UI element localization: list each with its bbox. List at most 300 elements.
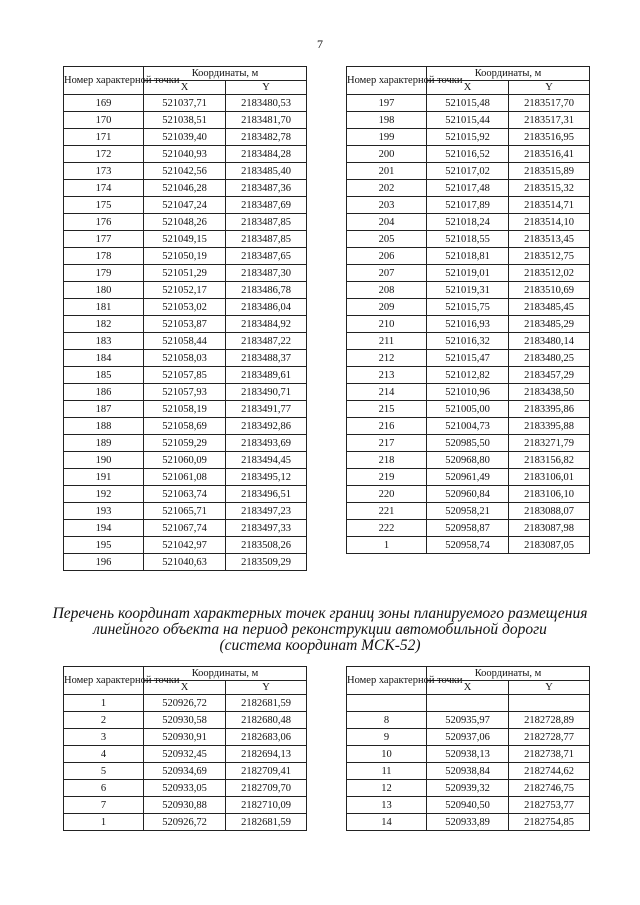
x-coordinate-cell: 521058,19 xyxy=(144,401,226,418)
point-number-cell: 204 xyxy=(347,214,427,231)
point-number-cell: 176 xyxy=(64,214,144,231)
y-coordinate-cell: 2183508,26 xyxy=(226,537,307,554)
y-coordinate-cell: 2183491,77 xyxy=(226,401,307,418)
caption-line-2: линейного объекта на период реконструкции автомобильной дороги xyxy=(93,621,547,638)
y-coordinate-cell: 2183487,36 xyxy=(226,180,307,197)
table-row xyxy=(347,486,590,503)
y-coordinate-cell: 2183487,22 xyxy=(226,333,307,350)
x-coordinate-cell: 521042,97 xyxy=(144,537,226,554)
header-y: Y xyxy=(509,681,590,695)
y-coordinate-cell: 2182694,13 xyxy=(226,746,307,763)
point-number-cell: 213 xyxy=(347,367,427,384)
point-number-cell: 175 xyxy=(64,197,144,214)
y-coordinate-cell: 2183510,69 xyxy=(509,282,590,299)
table-row xyxy=(347,780,590,797)
table-row xyxy=(64,299,307,316)
y-coordinate-cell: 2182709,70 xyxy=(226,780,307,797)
y-coordinate-cell: 2183497,33 xyxy=(226,520,307,537)
y-coordinate-cell: 2183457,29 xyxy=(509,367,590,384)
header-coordinates: Координаты, м xyxy=(427,667,590,681)
point-number-cell: 170 xyxy=(64,112,144,129)
table-row xyxy=(347,146,590,163)
table-row xyxy=(347,316,590,333)
coordinates-table-4 xyxy=(346,666,590,831)
header-point-number: Номер характерной точки xyxy=(64,67,144,95)
y-coordinate-cell: 2183514,71 xyxy=(509,197,590,214)
y-coordinate-cell: 2183516,41 xyxy=(509,146,590,163)
y-coordinate-cell: 2183513,45 xyxy=(509,231,590,248)
x-coordinate-cell: 521015,44 xyxy=(427,112,509,129)
header-x: X xyxy=(144,81,226,95)
table-row xyxy=(347,299,590,316)
table-row xyxy=(64,780,307,797)
point-number-cell: 1 xyxy=(64,695,144,712)
x-coordinate-cell: 520933,05 xyxy=(144,780,226,797)
table-row xyxy=(347,435,590,452)
x-coordinate-cell: 521017,89 xyxy=(427,197,509,214)
x-coordinate-cell: 521016,52 xyxy=(427,146,509,163)
x-coordinate-cell: 520940,50 xyxy=(427,797,509,814)
table-row xyxy=(64,418,307,435)
x-coordinate-cell: 521015,75 xyxy=(427,299,509,316)
x-coordinate-cell: 520938,13 xyxy=(427,746,509,763)
y-coordinate-cell: 2183489,61 xyxy=(226,367,307,384)
point-number-cell: 8 xyxy=(347,712,427,729)
y-coordinate-cell: 2183484,92 xyxy=(226,316,307,333)
coordinates-table-1 xyxy=(63,66,307,571)
table-row xyxy=(347,401,590,418)
point-number-cell: 221 xyxy=(347,503,427,520)
x-coordinate-cell: 520930,88 xyxy=(144,797,226,814)
x-coordinate-cell: 521018,55 xyxy=(427,231,509,248)
point-number-cell: 9 xyxy=(347,729,427,746)
table-row xyxy=(347,248,590,265)
point-number-cell: 178 xyxy=(64,248,144,265)
y-coordinate-cell: 2182683,06 xyxy=(226,729,307,746)
point-number-cell: 192 xyxy=(64,486,144,503)
point-number-cell: 194 xyxy=(64,520,144,537)
table-row xyxy=(347,265,590,282)
y-coordinate-cell: 2183517,31 xyxy=(509,112,590,129)
table-row xyxy=(347,537,590,554)
x-coordinate-cell: 520930,58 xyxy=(144,712,226,729)
y-coordinate-cell: 2183494,45 xyxy=(226,452,307,469)
point-number-cell xyxy=(347,695,427,712)
point-number-cell: 200 xyxy=(347,146,427,163)
x-coordinate-cell: 520958,87 xyxy=(427,520,509,537)
point-number-cell: 7 xyxy=(64,797,144,814)
table-row xyxy=(64,763,307,780)
x-coordinate-cell: 520933,89 xyxy=(427,814,509,831)
point-number-cell: 171 xyxy=(64,129,144,146)
section-caption xyxy=(40,606,600,654)
x-coordinate-cell: 521018,24 xyxy=(427,214,509,231)
x-coordinate-cell xyxy=(427,695,509,712)
point-number-cell: 3 xyxy=(64,729,144,746)
x-coordinate-cell: 520932,45 xyxy=(144,746,226,763)
header-point-number: Номер характерной точки xyxy=(64,667,144,695)
y-coordinate-cell: 2182754,85 xyxy=(509,814,590,831)
y-coordinate-cell: 2183487,69 xyxy=(226,197,307,214)
table-row xyxy=(347,333,590,350)
caption-line-1: Перечень координат характерных точек границ зоны планируемого размещения xyxy=(52,605,588,622)
point-number-cell: 179 xyxy=(64,265,144,282)
y-coordinate-cell: 2183486,04 xyxy=(226,299,307,316)
x-coordinate-cell: 521040,93 xyxy=(144,146,226,163)
table-row xyxy=(64,282,307,299)
point-number-cell: 10 xyxy=(347,746,427,763)
table-row xyxy=(347,95,590,112)
y-coordinate-cell: 2183087,98 xyxy=(509,520,590,537)
table-row xyxy=(64,95,307,112)
x-coordinate-cell: 520958,21 xyxy=(427,503,509,520)
x-coordinate-cell: 521016,93 xyxy=(427,316,509,333)
point-number-cell: 4 xyxy=(64,746,144,763)
table-row xyxy=(347,367,590,384)
table-row xyxy=(347,231,590,248)
table-row xyxy=(64,520,307,537)
x-coordinate-cell: 521046,28 xyxy=(144,180,226,197)
point-number-cell: 201 xyxy=(347,163,427,180)
x-coordinate-cell: 521004,73 xyxy=(427,418,509,435)
table-row xyxy=(64,248,307,265)
point-number-cell: 182 xyxy=(64,316,144,333)
y-coordinate-cell: 2183515,32 xyxy=(509,180,590,197)
y-coordinate-cell: 2183492,86 xyxy=(226,418,307,435)
table-row xyxy=(64,537,307,554)
point-number-cell: 185 xyxy=(64,367,144,384)
y-coordinate-cell: 2183395,88 xyxy=(509,418,590,435)
y-coordinate-cell: 2183106,10 xyxy=(509,486,590,503)
table-row xyxy=(347,520,590,537)
point-number-cell: 212 xyxy=(347,350,427,367)
point-number-cell: 216 xyxy=(347,418,427,435)
x-coordinate-cell: 521019,01 xyxy=(427,265,509,282)
x-coordinate-cell: 521049,15 xyxy=(144,231,226,248)
y-coordinate-cell: 2183485,45 xyxy=(509,299,590,316)
point-number-cell: 1 xyxy=(64,814,144,831)
y-coordinate-cell: 2183484,28 xyxy=(226,146,307,163)
y-coordinate-cell: 2183493,69 xyxy=(226,435,307,452)
header-y: Y xyxy=(509,81,590,95)
y-coordinate-cell: 2183509,29 xyxy=(226,554,307,571)
table-row xyxy=(64,712,307,729)
y-coordinate-cell: 2183485,40 xyxy=(226,163,307,180)
x-coordinate-cell: 520926,72 xyxy=(144,695,226,712)
y-coordinate-cell: 2182710,09 xyxy=(226,797,307,814)
x-coordinate-cell: 521015,48 xyxy=(427,95,509,112)
y-coordinate-cell: 2182744,62 xyxy=(509,763,590,780)
point-number-cell: 174 xyxy=(64,180,144,197)
point-number-cell: 191 xyxy=(64,469,144,486)
x-coordinate-cell: 521065,71 xyxy=(144,503,226,520)
table-row xyxy=(347,282,590,299)
x-coordinate-cell: 520958,74 xyxy=(427,537,509,554)
table-row xyxy=(64,163,307,180)
y-coordinate-cell: 2183515,89 xyxy=(509,163,590,180)
point-number-cell: 210 xyxy=(347,316,427,333)
point-number-cell: 219 xyxy=(347,469,427,486)
point-number-cell: 186 xyxy=(64,384,144,401)
table-row xyxy=(347,197,590,214)
point-number-cell: 6 xyxy=(64,780,144,797)
y-coordinate-cell: 2183481,70 xyxy=(226,112,307,129)
point-number-cell: 181 xyxy=(64,299,144,316)
table-row xyxy=(347,503,590,520)
x-coordinate-cell: 521053,02 xyxy=(144,299,226,316)
y-coordinate-cell: 2182728,77 xyxy=(509,729,590,746)
y-coordinate-cell: 2183395,86 xyxy=(509,401,590,418)
point-number-cell: 218 xyxy=(347,452,427,469)
point-number-cell: 198 xyxy=(347,112,427,129)
table-row xyxy=(347,712,590,729)
x-coordinate-cell: 521048,26 xyxy=(144,214,226,231)
y-coordinate-cell: 2183088,07 xyxy=(509,503,590,520)
point-number-cell: 222 xyxy=(347,520,427,537)
table-row xyxy=(64,503,307,520)
table-row xyxy=(64,367,307,384)
point-number-cell: 202 xyxy=(347,180,427,197)
point-number-cell: 169 xyxy=(64,95,144,112)
table-row xyxy=(64,729,307,746)
y-coordinate-cell: 2183487,30 xyxy=(226,265,307,282)
table-row xyxy=(347,695,590,712)
table-row xyxy=(64,695,307,712)
table-row xyxy=(347,452,590,469)
header-point-number: Номер характерной точки xyxy=(347,667,427,695)
y-coordinate-cell: 2183490,71 xyxy=(226,384,307,401)
table-row xyxy=(64,746,307,763)
header-x: X xyxy=(427,681,509,695)
x-coordinate-cell: 521057,93 xyxy=(144,384,226,401)
x-coordinate-cell: 521015,92 xyxy=(427,129,509,146)
y-coordinate-cell: 2183482,78 xyxy=(226,129,307,146)
y-coordinate-cell: 2182738,71 xyxy=(509,746,590,763)
table-row xyxy=(347,384,590,401)
x-coordinate-cell: 520968,80 xyxy=(427,452,509,469)
table-row xyxy=(347,729,590,746)
table-row xyxy=(64,316,307,333)
x-coordinate-cell: 521058,03 xyxy=(144,350,226,367)
x-coordinate-cell: 521018,81 xyxy=(427,248,509,265)
table-row xyxy=(347,814,590,831)
table-row xyxy=(347,163,590,180)
y-coordinate-cell: 2182753,77 xyxy=(509,797,590,814)
y-coordinate-cell: 2183486,78 xyxy=(226,282,307,299)
coordinates-table-2 xyxy=(346,66,590,554)
table-row xyxy=(347,180,590,197)
table-row xyxy=(64,469,307,486)
header-coordinates: Координаты, м xyxy=(144,67,307,81)
y-coordinate-cell: 2183485,29 xyxy=(509,316,590,333)
table-row xyxy=(64,112,307,129)
y-coordinate-cell: 2182681,59 xyxy=(226,695,307,712)
point-number-cell: 207 xyxy=(347,265,427,282)
y-coordinate-cell: 2183512,02 xyxy=(509,265,590,282)
x-coordinate-cell: 521012,82 xyxy=(427,367,509,384)
y-coordinate-cell: 2183495,12 xyxy=(226,469,307,486)
table-row xyxy=(64,231,307,248)
x-coordinate-cell: 521061,08 xyxy=(144,469,226,486)
x-coordinate-cell: 520939,32 xyxy=(427,780,509,797)
table-row xyxy=(64,554,307,571)
x-coordinate-cell: 520937,06 xyxy=(427,729,509,746)
x-coordinate-cell: 521015,47 xyxy=(427,350,509,367)
point-number-cell: 2 xyxy=(64,712,144,729)
table-row xyxy=(347,763,590,780)
y-coordinate-cell: 2182728,89 xyxy=(509,712,590,729)
table-row xyxy=(64,265,307,282)
point-number-cell: 173 xyxy=(64,163,144,180)
x-coordinate-cell: 521019,31 xyxy=(427,282,509,299)
x-coordinate-cell: 521051,29 xyxy=(144,265,226,282)
table-row xyxy=(64,452,307,469)
y-coordinate-cell: 2182681,59 xyxy=(226,814,307,831)
x-coordinate-cell: 521047,24 xyxy=(144,197,226,214)
header-y: Y xyxy=(226,81,307,95)
table-row xyxy=(64,401,307,418)
x-coordinate-cell: 521017,02 xyxy=(427,163,509,180)
table-row xyxy=(64,486,307,503)
y-coordinate-cell: 2182709,41 xyxy=(226,763,307,780)
y-coordinate-cell: 2183271,79 xyxy=(509,435,590,452)
x-coordinate-cell: 521037,71 xyxy=(144,95,226,112)
table-row xyxy=(347,112,590,129)
y-coordinate-cell: 2183496,51 xyxy=(226,486,307,503)
x-coordinate-cell: 520961,49 xyxy=(427,469,509,486)
x-coordinate-cell: 521038,51 xyxy=(144,112,226,129)
header-x: X xyxy=(144,681,226,695)
x-coordinate-cell: 521010,96 xyxy=(427,384,509,401)
table-row xyxy=(64,435,307,452)
x-coordinate-cell: 520934,69 xyxy=(144,763,226,780)
point-number-cell: 203 xyxy=(347,197,427,214)
header-coordinates: Координаты, м xyxy=(144,667,307,681)
caption-line-3: (система координат МСК-52) xyxy=(219,637,421,654)
y-coordinate-cell: 2182746,75 xyxy=(509,780,590,797)
header-coordinates: Координаты, м xyxy=(427,67,590,81)
table-row xyxy=(64,146,307,163)
table-row xyxy=(347,214,590,231)
point-number-cell: 5 xyxy=(64,763,144,780)
y-coordinate-cell: 2183516,95 xyxy=(509,129,590,146)
point-number-cell: 1 xyxy=(347,537,427,554)
y-coordinate-cell: 2183488,37 xyxy=(226,350,307,367)
y-coordinate-cell: 2183156,82 xyxy=(509,452,590,469)
point-number-cell: 199 xyxy=(347,129,427,146)
x-coordinate-cell: 521052,17 xyxy=(144,282,226,299)
table-row xyxy=(347,746,590,763)
header-point-number: Номер характерной точки xyxy=(347,67,427,95)
x-coordinate-cell: 521058,44 xyxy=(144,333,226,350)
table-row xyxy=(64,333,307,350)
x-coordinate-cell: 521067,74 xyxy=(144,520,226,537)
x-coordinate-cell: 521042,56 xyxy=(144,163,226,180)
point-number-cell: 211 xyxy=(347,333,427,350)
table-row xyxy=(347,418,590,435)
x-coordinate-cell: 520960,84 xyxy=(427,486,509,503)
point-number-cell: 189 xyxy=(64,435,144,452)
y-coordinate-cell: 2183497,23 xyxy=(226,503,307,520)
point-number-cell: 11 xyxy=(347,763,427,780)
y-coordinate-cell: 2183487,85 xyxy=(226,231,307,248)
y-coordinate-cell: 2183480,53 xyxy=(226,95,307,112)
point-number-cell: 183 xyxy=(64,333,144,350)
x-coordinate-cell: 520935,97 xyxy=(427,712,509,729)
point-number-cell: 214 xyxy=(347,384,427,401)
table-row xyxy=(64,814,307,831)
x-coordinate-cell: 521017,48 xyxy=(427,180,509,197)
point-number-cell: 209 xyxy=(347,299,427,316)
table-row xyxy=(64,350,307,367)
point-number-cell: 172 xyxy=(64,146,144,163)
table-row xyxy=(347,469,590,486)
x-coordinate-cell: 521016,32 xyxy=(427,333,509,350)
table-row xyxy=(64,180,307,197)
point-number-cell: 220 xyxy=(347,486,427,503)
point-number-cell: 12 xyxy=(347,780,427,797)
point-number-cell: 215 xyxy=(347,401,427,418)
point-number-cell: 187 xyxy=(64,401,144,418)
y-coordinate-cell: 2183487,65 xyxy=(226,248,307,265)
x-coordinate-cell: 521039,40 xyxy=(144,129,226,146)
y-coordinate-cell: 2183480,25 xyxy=(509,350,590,367)
header-y: Y xyxy=(226,681,307,695)
coordinates-table-3 xyxy=(63,666,307,831)
x-coordinate-cell: 521050,19 xyxy=(144,248,226,265)
y-coordinate-cell: 2183512,75 xyxy=(509,248,590,265)
y-coordinate-cell: 2182680,48 xyxy=(226,712,307,729)
y-coordinate-cell: 2183480,14 xyxy=(509,333,590,350)
x-coordinate-cell: 521005,00 xyxy=(427,401,509,418)
point-number-cell: 14 xyxy=(347,814,427,831)
table-row xyxy=(64,797,307,814)
point-number-cell: 195 xyxy=(64,537,144,554)
point-number-cell: 184 xyxy=(64,350,144,367)
point-number-cell: 206 xyxy=(347,248,427,265)
table-row xyxy=(347,797,590,814)
table-row xyxy=(347,129,590,146)
y-coordinate-cell: 2183517,70 xyxy=(509,95,590,112)
table-row xyxy=(64,384,307,401)
y-coordinate-cell xyxy=(509,695,590,712)
x-coordinate-cell: 521060,09 xyxy=(144,452,226,469)
point-number-cell: 205 xyxy=(347,231,427,248)
point-number-cell: 196 xyxy=(64,554,144,571)
header-x: X xyxy=(427,81,509,95)
y-coordinate-cell: 2183514,10 xyxy=(509,214,590,231)
table-row xyxy=(64,197,307,214)
y-coordinate-cell: 2183487,85 xyxy=(226,214,307,231)
x-coordinate-cell: 521040,63 xyxy=(144,554,226,571)
y-coordinate-cell: 2183438,50 xyxy=(509,384,590,401)
table-row xyxy=(64,214,307,231)
point-number-cell: 177 xyxy=(64,231,144,248)
x-coordinate-cell: 521058,69 xyxy=(144,418,226,435)
point-number-cell: 197 xyxy=(347,95,427,112)
y-coordinate-cell: 2183106,01 xyxy=(509,469,590,486)
y-coordinate-cell: 2183087,05 xyxy=(509,537,590,554)
x-coordinate-cell: 521057,85 xyxy=(144,367,226,384)
point-number-cell: 217 xyxy=(347,435,427,452)
x-coordinate-cell: 521059,29 xyxy=(144,435,226,452)
point-number-cell: 180 xyxy=(64,282,144,299)
x-coordinate-cell: 520938,84 xyxy=(427,763,509,780)
x-coordinate-cell: 520930,91 xyxy=(144,729,226,746)
x-coordinate-cell: 521063,74 xyxy=(144,486,226,503)
table-row xyxy=(347,350,590,367)
page-number: 7 xyxy=(317,37,323,51)
